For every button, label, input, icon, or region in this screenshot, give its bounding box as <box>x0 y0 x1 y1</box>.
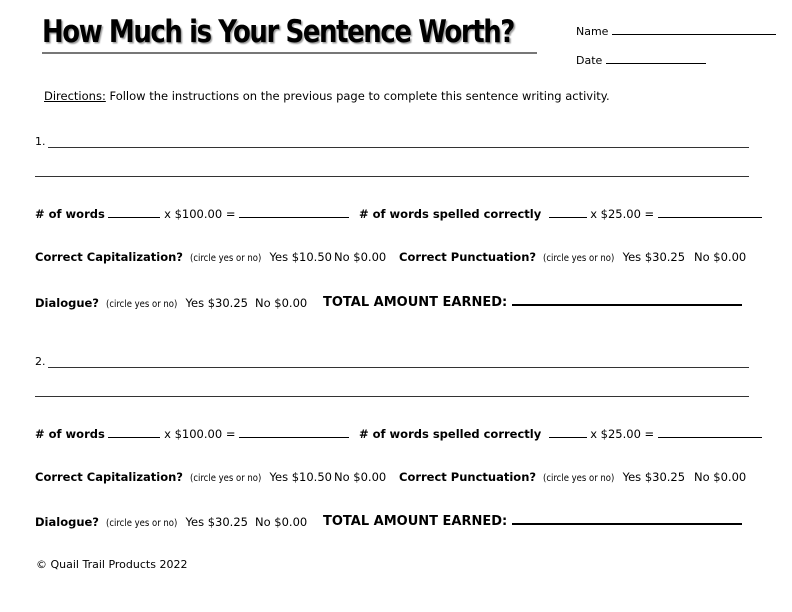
capitalization-yes[interactable]: Yes $10.50 <box>269 470 332 484</box>
spelled-total-blank[interactable] <box>658 436 762 438</box>
punctuation-hint: (circle yes or no) <box>543 253 615 264</box>
spelled-total-blank[interactable] <box>658 216 762 218</box>
punctuation-no[interactable]: No $0.00 <box>694 250 747 264</box>
words-blank[interactable] <box>108 216 160 218</box>
dialogue-row <box>35 515 248 529</box>
spelled-multiplier: x $25.00 = <box>590 207 655 221</box>
spelled-blank[interactable] <box>549 216 587 218</box>
word-count-row <box>35 427 349 441</box>
capitalization-hint: (circle yes or no) <box>190 473 262 484</box>
punctuation-label: Correct Punctuation? <box>399 470 537 484</box>
sentence-line-2[interactable] <box>35 176 749 177</box>
punctuation-yes[interactable]: Yes $30.25 <box>622 470 686 484</box>
date-blank[interactable] <box>606 62 706 64</box>
capitalization-row <box>35 470 332 484</box>
words-multiplier: x $100.00 = <box>164 427 236 441</box>
punctuation-row <box>399 470 685 484</box>
date-field[interactable] <box>576 54 706 67</box>
word-count-row <box>35 207 349 221</box>
total-label: TOTAL AMOUNT EARNED: <box>323 514 508 529</box>
total-row <box>323 295 742 310</box>
capitalization-row <box>35 250 332 264</box>
spelled-label: # of words spelled correctly <box>359 427 542 441</box>
capitalization-no[interactable]: No $0.00 <box>334 250 387 264</box>
spelled-blank[interactable] <box>549 436 587 438</box>
spelling-row <box>359 427 762 441</box>
date-label: Date <box>576 54 603 67</box>
name-field[interactable] <box>576 25 776 38</box>
total-label: TOTAL AMOUNT EARNED: <box>323 295 508 310</box>
punctuation-hint: (circle yes or no) <box>543 473 615 484</box>
sentence-line-2[interactable] <box>35 396 749 397</box>
words-multiplier: x $100.00 = <box>164 207 236 221</box>
capitalization-label: Correct Capitalization? <box>35 470 183 484</box>
dialogue-row <box>35 296 248 310</box>
capitalization-no[interactable]: No $0.00 <box>334 470 387 484</box>
sentence-number: 2. <box>35 355 46 368</box>
worksheet-title: How Much is Your Sentence Worth? <box>42 14 514 50</box>
directions <box>44 89 610 103</box>
spelling-row <box>359 207 762 221</box>
spelled-label: # of words spelled correctly <box>359 207 542 221</box>
total-blank[interactable] <box>512 303 742 306</box>
dialogue-label: Dialogue? <box>35 515 99 529</box>
title-underline <box>42 52 537 54</box>
total-blank[interactable] <box>512 522 742 525</box>
spelled-multiplier: x $25.00 = <box>590 427 655 441</box>
words-label: # of words <box>35 427 105 441</box>
directions-text: Follow the instructions on the previous page to complete this sentence writing activity. <box>105 89 610 103</box>
capitalization-yes[interactable]: Yes $10.50 <box>269 250 332 264</box>
dialogue-hint: (circle yes or no) <box>106 299 178 310</box>
dialogue-yes[interactable]: Yes $30.25 <box>185 296 248 310</box>
dialogue-hint: (circle yes or no) <box>106 518 178 529</box>
punctuation-no[interactable]: No $0.00 <box>694 470 747 484</box>
words-blank[interactable] <box>108 436 160 438</box>
name-blank[interactable] <box>612 33 776 35</box>
capitalization-label: Correct Capitalization? <box>35 250 183 264</box>
dialogue-label: Dialogue? <box>35 296 99 310</box>
sentence-line-1[interactable] <box>48 147 749 148</box>
punctuation-label: Correct Punctuation? <box>399 250 537 264</box>
words-label: # of words <box>35 207 105 221</box>
capitalization-hint: (circle yes or no) <box>190 253 262 264</box>
words-total-blank[interactable] <box>239 436 349 438</box>
sentence-number: 1. <box>35 135 46 148</box>
total-row <box>323 514 742 529</box>
name-label: Name <box>576 25 609 38</box>
dialogue-yes[interactable]: Yes $30.25 <box>185 515 248 529</box>
directions-label: Directions: <box>44 89 106 103</box>
sentence-line-1[interactable] <box>48 367 749 368</box>
punctuation-row <box>399 250 685 264</box>
dialogue-no[interactable]: No $0.00 <box>255 515 308 529</box>
dialogue-no[interactable]: No $0.00 <box>255 296 308 310</box>
words-total-blank[interactable] <box>239 216 349 218</box>
punctuation-yes[interactable]: Yes $30.25 <box>622 250 686 264</box>
copyright-footer: © Quail Trail Products 2022 <box>36 558 188 571</box>
